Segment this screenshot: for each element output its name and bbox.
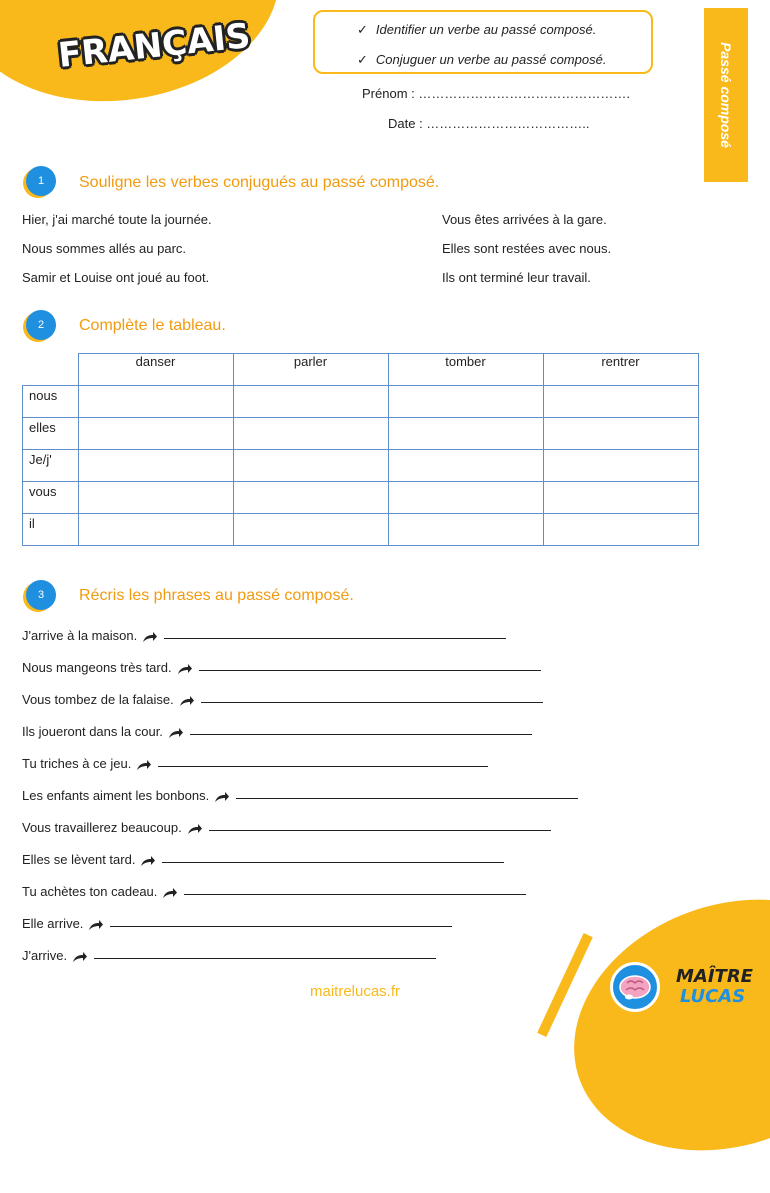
answer-cell[interactable] [543, 418, 698, 450]
answer-blank[interactable] [201, 701, 543, 703]
rewrite-line: Tu triches à ce jeu. [22, 753, 488, 771]
objective-2: ✓ Conjuguer un verbe au passé composé. [357, 52, 607, 67]
rewrite-line: J'arrive à la maison. [22, 625, 506, 643]
arrow-icon [136, 759, 152, 771]
answer-cell[interactable] [388, 450, 543, 482]
pronoun-cell: elles [23, 418, 79, 450]
answer-cell[interactable] [78, 514, 233, 546]
pronoun-cell: il [23, 514, 79, 546]
arrow-icon [88, 919, 104, 931]
answer-blank[interactable] [162, 861, 504, 863]
section-3-number: 3 [26, 580, 56, 610]
page-title: FRANÇAIS [56, 16, 253, 76]
answer-cell[interactable] [233, 482, 388, 514]
section-3-title: Récris les phrases au passé composé. [79, 587, 354, 604]
rewrite-line: Elle arrive. [22, 913, 452, 931]
table-header: parler [233, 354, 388, 386]
rewrite-line: Ils joueront dans la cour. [22, 721, 532, 739]
checkmark-icon: ✓ [357, 22, 368, 37]
answer-cell[interactable] [388, 514, 543, 546]
footer-url[interactable]: maitrelucas.fr [309, 983, 401, 1000]
section-1-number: 1 [26, 166, 56, 196]
answer-blank[interactable] [190, 733, 532, 735]
answer-blank[interactable] [158, 765, 488, 767]
ex1-sentence: Samir et Louise ont joué au foot. [22, 270, 210, 285]
table-row [23, 482, 699, 514]
ex1-sentence: Vous êtes arrivées à la gare. [442, 212, 607, 227]
ex1-sentence: Elles sont restées avec nous. [442, 241, 612, 256]
objective-1: ✓ Identifier un verbe au passé composé. [357, 22, 597, 37]
table-header: rentrer [543, 354, 698, 386]
answer-blank[interactable] [236, 797, 578, 799]
checkmark-icon: ✓ [357, 52, 368, 67]
pronoun-cell: Je/j' [23, 450, 79, 482]
rewrite-line: Vous tombez de la falaise. [22, 689, 543, 707]
ex1-sentence: Ils ont terminé leur travail. [442, 270, 591, 285]
answer-blank[interactable] [164, 637, 506, 639]
ex1-sentence: Nous sommes allés au parc. [22, 241, 187, 256]
section-2-title: Complète le tableau. [79, 317, 226, 334]
answer-cell[interactable] [78, 418, 233, 450]
table-row [23, 418, 699, 450]
objectives-box [313, 10, 653, 74]
arrow-icon [142, 631, 158, 643]
answer-blank[interactable] [184, 893, 526, 895]
brand-name-line1: MAÎTRE [676, 966, 753, 987]
answer-cell[interactable] [78, 386, 233, 418]
rewrite-line: Les enfants aiment les bonbons. [22, 785, 578, 803]
rewrite-line: Nous mangeons très tard. [22, 657, 541, 675]
prenom-field: Prénom : …………………………………………. [362, 86, 630, 101]
answer-cell[interactable] [78, 482, 233, 514]
arrow-icon [72, 951, 88, 963]
arrow-icon [177, 663, 193, 675]
arrow-icon [179, 695, 195, 707]
side-tab-label: Passé composé [718, 42, 734, 148]
arrow-icon [214, 791, 230, 803]
pronoun-cell: vous [23, 482, 79, 514]
answer-blank[interactable] [94, 957, 436, 959]
arrow-icon [187, 823, 203, 835]
table-corner [23, 354, 79, 386]
table-row [23, 450, 699, 482]
arrow-icon [162, 887, 178, 899]
table-header: tomber [388, 354, 543, 386]
answer-cell[interactable] [233, 418, 388, 450]
answer-cell[interactable] [543, 482, 698, 514]
ex1-sentence: Hier, j'ai marché toute la journée. [22, 212, 212, 227]
date-field: Date : ……………………………….. [388, 116, 590, 131]
answer-cell[interactable] [388, 418, 543, 450]
brain-logo-icon [610, 962, 660, 1012]
table-header: danser [78, 354, 233, 386]
brand-name-line2: LUCAS [680, 986, 746, 1007]
rewrite-line: J'arrive. [22, 945, 436, 963]
conjugation-table [22, 353, 699, 546]
answer-blank[interactable] [110, 925, 452, 927]
answer-cell[interactable] [543, 386, 698, 418]
rewrite-line: Elles se lèvent tard. [22, 849, 504, 867]
answer-blank[interactable] [209, 829, 551, 831]
section-1-title: Souligne les verbes conjugués au passé composé. [79, 174, 440, 191]
side-tab [704, 8, 748, 182]
footer-blob [539, 858, 770, 1193]
section-2-number: 2 [26, 310, 56, 340]
answer-cell[interactable] [233, 514, 388, 546]
table-row [23, 514, 699, 546]
answer-cell[interactable] [78, 450, 233, 482]
table-row [23, 386, 699, 418]
answer-cell[interactable] [543, 514, 698, 546]
rewrite-line: Vous travaillerez beaucoup. [22, 817, 551, 835]
arrow-icon [168, 727, 184, 739]
answer-cell[interactable] [233, 386, 388, 418]
answer-cell[interactable] [388, 482, 543, 514]
arrow-icon [140, 855, 156, 867]
answer-cell[interactable] [388, 386, 543, 418]
rewrite-line: Tu achètes ton cadeau. [22, 881, 526, 899]
answer-cell[interactable] [233, 450, 388, 482]
answer-cell[interactable] [543, 450, 698, 482]
answer-blank[interactable] [199, 669, 541, 671]
pronoun-cell: nous [23, 386, 79, 418]
